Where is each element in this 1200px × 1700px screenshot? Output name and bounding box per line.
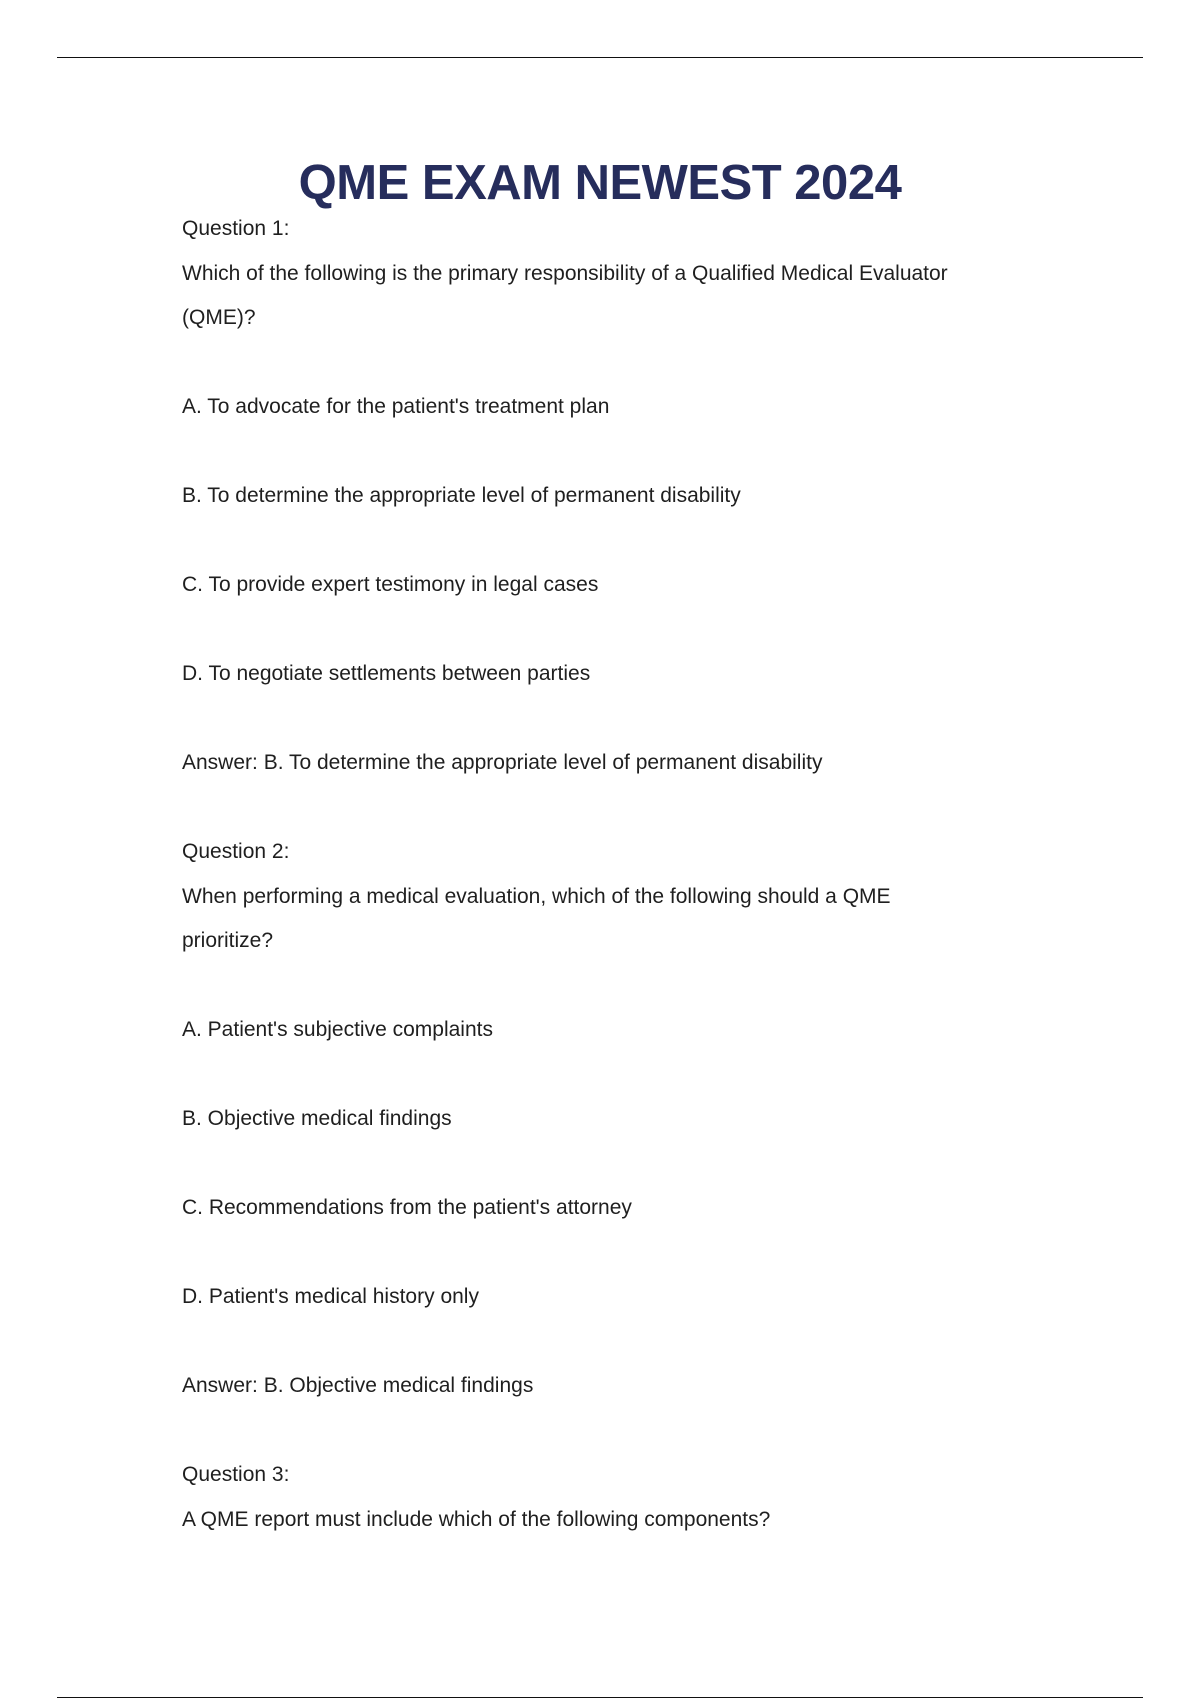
correct-answer: Answer: B. Objective medical findings: [182, 1374, 534, 1397]
answer-option: C. Recommendations from the patient's attorney: [182, 1196, 632, 1219]
question-label: Question 1:: [182, 217, 290, 240]
question-block: [182, 207, 1032, 830]
question-block: [182, 830, 1032, 1453]
question-text: A QME report must include which of the following components?: [182, 1507, 771, 1531]
answer-option: A. To advocate for the patient's treatment plan: [182, 395, 610, 418]
question-label: Question 2:: [182, 840, 290, 863]
answer-option: B. Objective medical findings: [182, 1107, 452, 1130]
question-text: (QME)?: [182, 306, 256, 329]
spacer: [182, 1409, 1032, 1454]
spacer: [182, 964, 1032, 1009]
spacer: [182, 341, 1032, 386]
answer-option: C. To provide expert testimony in legal cases: [182, 573, 599, 596]
spacer: [182, 1231, 1032, 1276]
answer-option: A. Patient's subjective complaints: [182, 1018, 493, 1041]
question-text: Which of the following is the primary responsibility of a Qualified Medical Evaluator: [182, 261, 948, 285]
spacer: [182, 697, 1032, 742]
spacer: [182, 1053, 1032, 1098]
question-text: prioritize?: [182, 929, 274, 952]
spacer: [182, 786, 1032, 831]
document-title: QME EXAM NEWEST 2024: [298, 156, 902, 210]
spacer: [182, 430, 1032, 475]
spacer: [182, 1142, 1032, 1187]
spacer: [182, 1320, 1032, 1365]
question-block: [182, 1453, 1032, 1542]
document-body: [182, 207, 1032, 1542]
correct-answer: Answer: B. To determine the appropriate level of permanent disability: [182, 751, 823, 774]
question-label: Question 3:: [182, 1463, 290, 1486]
spacer: [182, 608, 1032, 653]
answer-option: D. Patient's medical history only: [182, 1285, 479, 1308]
answer-option: B. To determine the appropriate level of permanent disability: [182, 484, 741, 507]
answer-option: D. To negotiate settlements between parties: [182, 662, 591, 685]
top-rule: [57, 57, 1143, 58]
question-text: When performing a medical evaluation, which of the following should a QME: [182, 884, 891, 908]
bottom-rule: [57, 1697, 1143, 1698]
spacer: [182, 519, 1032, 564]
